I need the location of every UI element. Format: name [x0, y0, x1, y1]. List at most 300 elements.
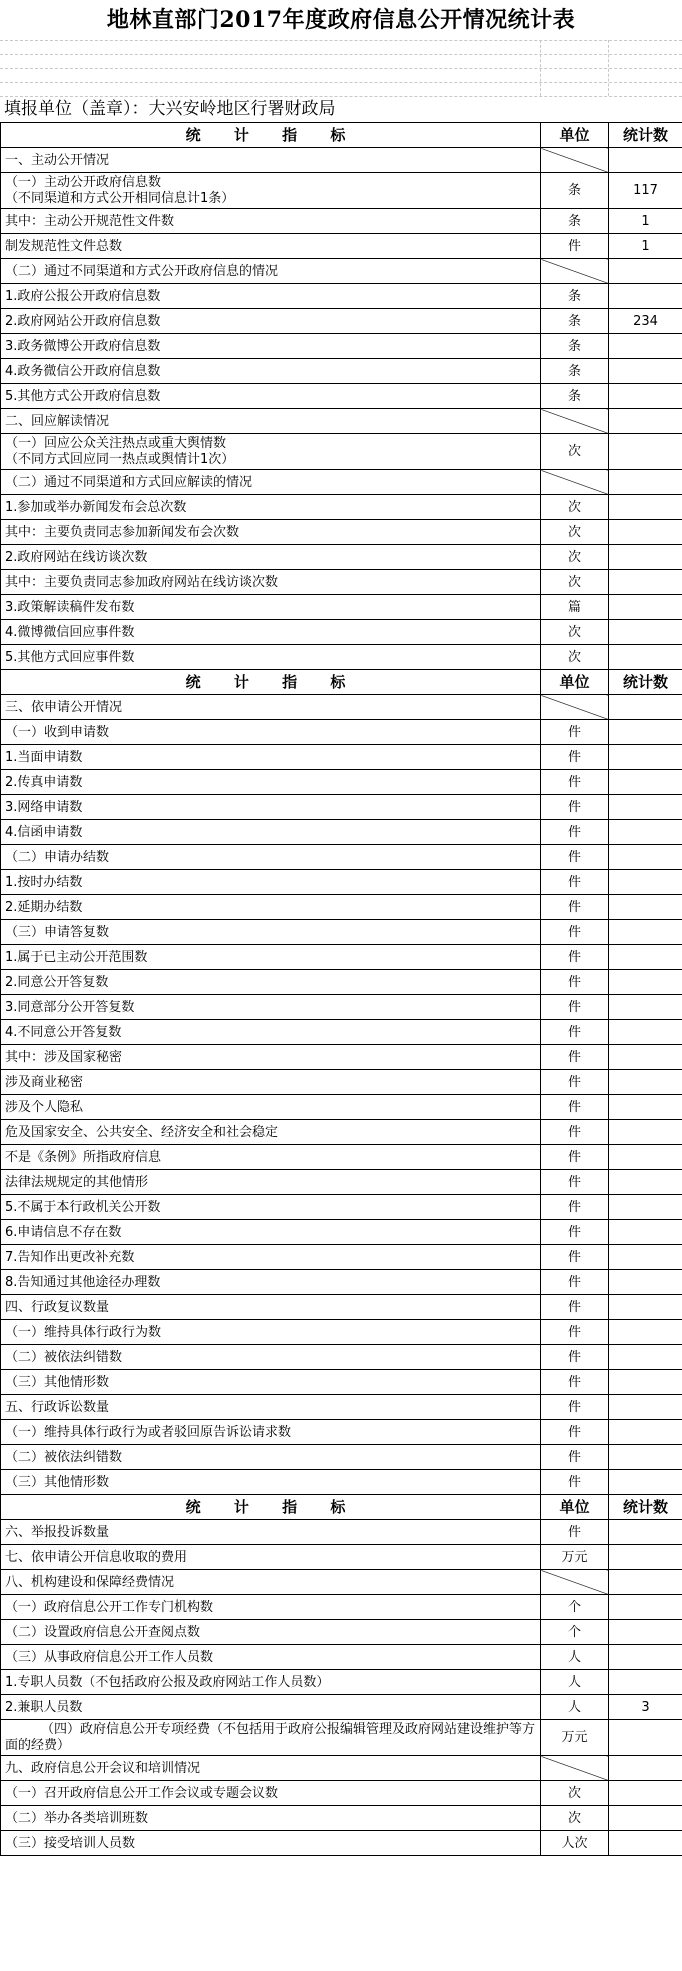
- value-cell: [609, 1195, 682, 1220]
- table-row: [1, 1270, 682, 1295]
- indicator-cell: [1, 820, 541, 845]
- table-row: [1, 409, 682, 434]
- indicator-cell: [1, 1145, 541, 1170]
- indicator-text: 1.政府公报公开政府信息数: [5, 288, 161, 304]
- value-cell: [609, 1395, 682, 1420]
- indicator-cell: [1, 1045, 541, 1070]
- table-row: [1, 173, 682, 209]
- unit-cell: 件: [541, 1395, 609, 1420]
- indicator-text: 其中：主要负责同志参加政府网站在线访谈次数: [5, 574, 279, 590]
- table-row: [1, 570, 682, 595]
- unit-cell-diagonal: [541, 695, 609, 720]
- indicator-cell: [1, 409, 541, 434]
- table-row: [1, 1095, 682, 1120]
- indicator-text: （二）设置政府信息公开查阅点数: [5, 1624, 201, 1640]
- table-row: [1, 520, 682, 545]
- table-row: [1, 1831, 682, 1856]
- unit-cell: 次: [541, 434, 609, 470]
- unit-cell: 人: [541, 1670, 609, 1695]
- table-row: [1, 1020, 682, 1045]
- indicator-cell: [1, 1756, 541, 1781]
- unit-cell: 件: [541, 1270, 609, 1295]
- indicator-text: 1.属于已主动公开范围数: [5, 949, 148, 965]
- indicator-cell: [1, 495, 541, 520]
- indicator-cell: [1, 1395, 541, 1420]
- value-cell: [609, 495, 682, 520]
- value-cell: [609, 1831, 682, 1856]
- indicator-cell: [1, 1620, 541, 1645]
- indicator-text: （二）申请办结数: [5, 849, 110, 865]
- indicator-cell: [1, 384, 541, 409]
- value-cell: [609, 1445, 682, 1470]
- value-cell: [609, 1070, 682, 1095]
- unit-cell: 个: [541, 1595, 609, 1620]
- table-row: [1, 1570, 682, 1595]
- unit-cell: 件: [541, 1345, 609, 1370]
- table-row: [1, 1295, 682, 1320]
- unit-cell: 条: [541, 284, 609, 309]
- indicator-text: （四）政府信息公开专项经费（不包括用于政府公报编辑管理及政府网站建设维护等方面的经费）: [5, 1721, 536, 1753]
- indicator-text: 制发规范性文件总数: [5, 238, 123, 254]
- unit-cell: 件: [541, 870, 609, 895]
- table-row: [1, 1545, 682, 1570]
- indicator-text: 其中：主动公开规范性文件数: [5, 213, 175, 229]
- value-cell: [609, 745, 682, 770]
- value-cell: [609, 409, 682, 434]
- table-row: [1, 1045, 682, 1070]
- indicator-text: 涉及个人隐私: [5, 1099, 84, 1115]
- indicator-cell: [1, 645, 541, 670]
- value-cell: [609, 1520, 682, 1545]
- indicator-cell: [1, 173, 541, 209]
- header-indicator: 统 计 指 标: [1, 123, 541, 148]
- indicator-cell: [1, 770, 541, 795]
- value-cell: [609, 1345, 682, 1370]
- table-row: [1, 795, 682, 820]
- indicator-cell: [1, 1120, 541, 1145]
- table-row: [1, 259, 682, 284]
- indicator-cell: [1, 720, 541, 745]
- unit-cell: 人: [541, 1645, 609, 1670]
- unit-cell: 件: [541, 1370, 609, 1395]
- indicator-text: 1.按时办结数: [5, 874, 83, 890]
- indicator-cell: [1, 1420, 541, 1445]
- indicator-cell: [1, 1781, 541, 1806]
- unit-cell: 件: [541, 1095, 609, 1120]
- table-row: [1, 895, 682, 920]
- blank-column-divider: [608, 40, 609, 96]
- table-row: [1, 970, 682, 995]
- unit-cell: 万元: [541, 1545, 609, 1570]
- table-row: [1, 1720, 682, 1756]
- value-cell: [609, 695, 682, 720]
- table-row: [1, 870, 682, 895]
- indicator-text: 其中：涉及国家秘密: [5, 1049, 123, 1065]
- value-cell: [609, 1095, 682, 1120]
- value-cell: [609, 1120, 682, 1145]
- unit-cell: 次: [541, 545, 609, 570]
- indicator-cell: [1, 1020, 541, 1045]
- indicator-cell: [1, 520, 541, 545]
- indicator-text: 危及国家安全、公共安全、经济安全和社会稳定: [5, 1124, 279, 1140]
- indicator-text: 法律法规规定的其他情形: [5, 1174, 149, 1190]
- table-row: [1, 645, 682, 670]
- indicator-text: 5.其他方式公开政府信息数: [5, 388, 161, 404]
- indicator-text: （一）收到申请数: [5, 724, 110, 740]
- indicator-text: （二）通过不同渠道和方式回应解读的情况: [5, 474, 253, 490]
- unit-cell: 件: [541, 1070, 609, 1095]
- value-cell: [609, 645, 682, 670]
- table-row: [1, 1420, 682, 1445]
- value-cell: [609, 1245, 682, 1270]
- value-cell: [609, 359, 682, 384]
- value-cell: [609, 1020, 682, 1045]
- unit-cell: 件: [541, 1295, 609, 1320]
- unit-cell: 万元: [541, 1720, 609, 1756]
- unit-cell-diagonal: [541, 259, 609, 284]
- indicator-cell: [1, 545, 541, 570]
- table-row: [1, 1806, 682, 1831]
- value-cell: [609, 470, 682, 495]
- indicator-cell: [1, 434, 541, 470]
- table-row: [1, 495, 682, 520]
- header-indicator: 统 计 指 标: [1, 1495, 541, 1520]
- unit-cell: 件: [541, 1245, 609, 1270]
- value-cell: [609, 1320, 682, 1345]
- table-row: [1, 309, 682, 334]
- table-row: [1, 148, 682, 173]
- unit-cell: 件: [541, 920, 609, 945]
- unit-cell: 件: [541, 1020, 609, 1045]
- table-row: [1, 1120, 682, 1145]
- unit-cell: 件: [541, 745, 609, 770]
- value-cell: [609, 1756, 682, 1781]
- indicator-cell: [1, 1520, 541, 1545]
- table-row: [1, 945, 682, 970]
- indicator-text: 2.传真申请数: [5, 774, 83, 790]
- unit-cell: 次: [541, 1781, 609, 1806]
- unit-cell-diagonal: [541, 409, 609, 434]
- table-row: [1, 745, 682, 770]
- unit-cell: 次: [541, 570, 609, 595]
- blank-row-divider: [0, 40, 682, 41]
- table-row: [1, 1070, 682, 1095]
- unit-cell: 件: [541, 1045, 609, 1070]
- value-cell: [609, 1420, 682, 1445]
- table-header-row: [1, 1495, 682, 1520]
- unit-cell: 条: [541, 334, 609, 359]
- indicator-cell: [1, 795, 541, 820]
- table-row: [1, 845, 682, 870]
- indicator-text: 3.同意部分公开答复数: [5, 999, 135, 1015]
- value-cell: [609, 284, 682, 309]
- indicator-cell: [1, 1370, 541, 1395]
- table-row: [1, 920, 682, 945]
- indicator-cell: [1, 995, 541, 1020]
- indicator-cell: [1, 234, 541, 259]
- value-cell: [609, 148, 682, 173]
- unit-cell: 件: [541, 895, 609, 920]
- indicator-cell: [1, 1095, 541, 1120]
- indicator-cell: [1, 209, 541, 234]
- indicator-text: 2.延期办结数: [5, 899, 83, 915]
- value-cell: [609, 1295, 682, 1320]
- indicator-cell: [1, 845, 541, 870]
- table-row: [1, 1756, 682, 1781]
- unit-cell: 件: [541, 820, 609, 845]
- value-cell: [609, 434, 682, 470]
- indicator-text: （三）接受培训人员数: [5, 1835, 136, 1851]
- table-row: [1, 1470, 682, 1495]
- indicator-text: 2.兼职人员数: [5, 1699, 83, 1715]
- value-cell: 1: [609, 234, 682, 259]
- table-row: [1, 209, 682, 234]
- value-cell: [609, 1545, 682, 1570]
- indicator-text: 九、政府信息公开会议和培训情况: [5, 1760, 201, 1776]
- indicator-text: （一）回应公众关注热点或重大舆情数: [5, 435, 227, 451]
- table-row: [1, 1245, 682, 1270]
- blank-row-divider: [0, 82, 682, 83]
- table-row: [1, 1320, 682, 1345]
- indicator-cell: [1, 1320, 541, 1345]
- table-row: [1, 334, 682, 359]
- indicator-text: 4.微博微信回应事件数: [5, 624, 135, 640]
- table-row: [1, 1645, 682, 1670]
- indicator-cell: [1, 595, 541, 620]
- header-unit: 单位: [541, 670, 609, 695]
- value-cell: [609, 720, 682, 745]
- unit-cell: 件: [541, 1170, 609, 1195]
- indicator-cell: [1, 745, 541, 770]
- statistics-table: [0, 122, 682, 1856]
- value-cell: [609, 945, 682, 970]
- unit-cell: 件: [541, 1320, 609, 1345]
- indicator-text: 7.告知作出更改补充数: [5, 1249, 135, 1265]
- table-header-row: [1, 670, 682, 695]
- unit-cell: 条: [541, 359, 609, 384]
- indicator-cell: [1, 1720, 541, 1756]
- indicator-cell: [1, 309, 541, 334]
- table-row: [1, 620, 682, 645]
- table-row: [1, 359, 682, 384]
- indicator-text: 七、依申请公开信息收取的费用: [5, 1549, 188, 1565]
- value-cell: [609, 1806, 682, 1831]
- value-cell: [609, 895, 682, 920]
- value-cell: [609, 1620, 682, 1645]
- unit-cell: 篇: [541, 595, 609, 620]
- table-row: [1, 1220, 682, 1245]
- unit-cell: 件: [541, 945, 609, 970]
- value-cell: [609, 570, 682, 595]
- unit-cell: 次: [541, 620, 609, 645]
- indicator-text: （三）其他情形数: [5, 1374, 110, 1390]
- indicator-cell: [1, 970, 541, 995]
- table-row: [1, 1620, 682, 1645]
- value-cell: [609, 870, 682, 895]
- unit-cell: 件: [541, 1445, 609, 1470]
- blank-column-divider: [540, 40, 541, 96]
- indicator-text: 6.申请信息不存在数: [5, 1224, 122, 1240]
- table-row: [1, 820, 682, 845]
- table-row: [1, 545, 682, 570]
- indicator-cell: [1, 1670, 541, 1695]
- table-row: [1, 234, 682, 259]
- value-cell: [609, 820, 682, 845]
- value-cell: [609, 795, 682, 820]
- indicator-text: （一）召开政府信息公开工作会议或专题会议数: [5, 1785, 279, 1801]
- value-cell: [609, 1270, 682, 1295]
- indicator-cell: [1, 570, 541, 595]
- header-count: 统计数: [609, 1495, 682, 1520]
- value-cell: [609, 920, 682, 945]
- value-cell: [609, 1370, 682, 1395]
- table-row: [1, 595, 682, 620]
- indicator-cell: [1, 1170, 541, 1195]
- value-cell: [609, 970, 682, 995]
- value-cell: [609, 1781, 682, 1806]
- indicator-cell: [1, 1545, 541, 1570]
- header-count: 统计数: [609, 123, 682, 148]
- value-cell: 1: [609, 209, 682, 234]
- unit-cell: 件: [541, 970, 609, 995]
- indicator-text: （一）政府信息公开工作专门机构数: [5, 1599, 214, 1615]
- table-row: [1, 770, 682, 795]
- indicator-text: （二）被依法纠错数: [5, 1349, 123, 1365]
- indicator-cell: [1, 1645, 541, 1670]
- indicator-cell: [1, 1831, 541, 1856]
- value-cell: [609, 545, 682, 570]
- table-row: [1, 995, 682, 1020]
- unit-cell: 件: [541, 234, 609, 259]
- unit-cell-diagonal: [541, 148, 609, 173]
- value-cell: [609, 770, 682, 795]
- table-row: [1, 1195, 682, 1220]
- value-cell: 234: [609, 309, 682, 334]
- indicator-cell: [1, 148, 541, 173]
- unit-cell: 件: [541, 770, 609, 795]
- indicator-text: 2.政府网站在线访谈次数: [5, 549, 148, 565]
- table-row: [1, 1395, 682, 1420]
- unit-cell: 条: [541, 309, 609, 334]
- indicator-cell: [1, 1445, 541, 1470]
- table-row: [1, 1145, 682, 1170]
- indicator-cell: [1, 695, 541, 720]
- unit-cell: 件: [541, 1470, 609, 1495]
- indicator-text: （一）主动公开政府信息数: [5, 174, 162, 190]
- value-cell: [609, 384, 682, 409]
- unit-cell: 件: [541, 1520, 609, 1545]
- indicator-text: （三）其他情形数: [5, 1474, 110, 1490]
- unit-cell: 人次: [541, 1831, 609, 1856]
- unit-cell: 次: [541, 520, 609, 545]
- table-row: [1, 470, 682, 495]
- value-cell: [609, 1595, 682, 1620]
- indicator-cell: [1, 1220, 541, 1245]
- unit-cell: 件: [541, 1220, 609, 1245]
- unit-cell: 件: [541, 720, 609, 745]
- indicator-cell: [1, 1070, 541, 1095]
- table-row: [1, 695, 682, 720]
- value-cell: [609, 845, 682, 870]
- indicator-text: 其中：主要负责同志参加新闻发布会次数: [5, 524, 240, 540]
- value-cell: [609, 1670, 682, 1695]
- value-cell: [609, 1470, 682, 1495]
- indicator-text: 六、举报投诉数量: [5, 1524, 110, 1540]
- statistics-table-body: [1, 123, 682, 1856]
- indicator-text: （二）被依法纠错数: [5, 1449, 123, 1465]
- table-row: [1, 1445, 682, 1470]
- value-cell: [609, 995, 682, 1020]
- table-header-row: [1, 123, 682, 148]
- indicator-text: 三、依申请公开情况: [5, 699, 123, 715]
- table-row: [1, 720, 682, 745]
- indicator-text: 八、机构建设和保障经费情况: [5, 1574, 175, 1590]
- indicator-cell: [1, 1695, 541, 1720]
- table-row: [1, 384, 682, 409]
- reporting-unit: 填报单位（盖章）：大兴安岭地区行署财政局: [4, 99, 336, 119]
- indicator-text: （二）举办各类培训班数: [5, 1810, 149, 1826]
- indicator-cell: [1, 895, 541, 920]
- unit-cell: 件: [541, 995, 609, 1020]
- indicator-cell: [1, 870, 541, 895]
- indicator-text: 2.政府网站公开政府信息数: [5, 313, 161, 329]
- unit-cell: 条: [541, 173, 609, 209]
- blank-row-divider: [0, 68, 682, 69]
- value-cell: [609, 1570, 682, 1595]
- indicator-cell: [1, 284, 541, 309]
- indicator-cell: [1, 1295, 541, 1320]
- table-row: [1, 434, 682, 470]
- indicator-text: 8.告知通过其他途径办理数: [5, 1274, 161, 1290]
- value-cell: [609, 1645, 682, 1670]
- unit-cell: 次: [541, 495, 609, 520]
- indicator-cell: [1, 1806, 541, 1831]
- value-cell: [609, 1170, 682, 1195]
- indicator-text: 1.专职人员数（不包括政府公报及政府网站工作人员数）: [5, 1674, 330, 1690]
- indicator-text: 二、回应解读情况: [5, 413, 110, 429]
- table-row: [1, 1370, 682, 1395]
- indicator-cell: [1, 1195, 541, 1220]
- indicator-text: 2.同意公开答复数: [5, 974, 109, 990]
- header-unit: 单位: [541, 1495, 609, 1520]
- indicator-text: 3.网络申请数: [5, 799, 83, 815]
- indicator-cell: [1, 359, 541, 384]
- value-cell: 3: [609, 1695, 682, 1720]
- unit-cell: 件: [541, 1420, 609, 1445]
- unit-cell: 件: [541, 1195, 609, 1220]
- unit-cell: 条: [541, 209, 609, 234]
- table-row: [1, 1520, 682, 1545]
- indicator-text: 3.政务微博公开政府信息数: [5, 338, 161, 354]
- value-cell: [609, 1045, 682, 1070]
- blank-row-divider: [0, 54, 682, 55]
- indicator-cell: [1, 1245, 541, 1270]
- indicator-cell: [1, 920, 541, 945]
- value-cell: [609, 259, 682, 284]
- value-cell: 117: [609, 173, 682, 209]
- indicator-text: 4.不同意公开答复数: [5, 1024, 122, 1040]
- indicator-cell: [1, 945, 541, 970]
- header-unit: 单位: [541, 123, 609, 148]
- indicator-cell: [1, 1345, 541, 1370]
- indicator-cell: [1, 259, 541, 284]
- indicator-text: （一）维持具体行政行为数: [5, 1324, 162, 1340]
- indicator-text: 一、主动公开情况: [5, 152, 110, 168]
- table-row: [1, 284, 682, 309]
- indicator-cell: [1, 1270, 541, 1295]
- unit-cell: 件: [541, 845, 609, 870]
- unit-cell: 次: [541, 645, 609, 670]
